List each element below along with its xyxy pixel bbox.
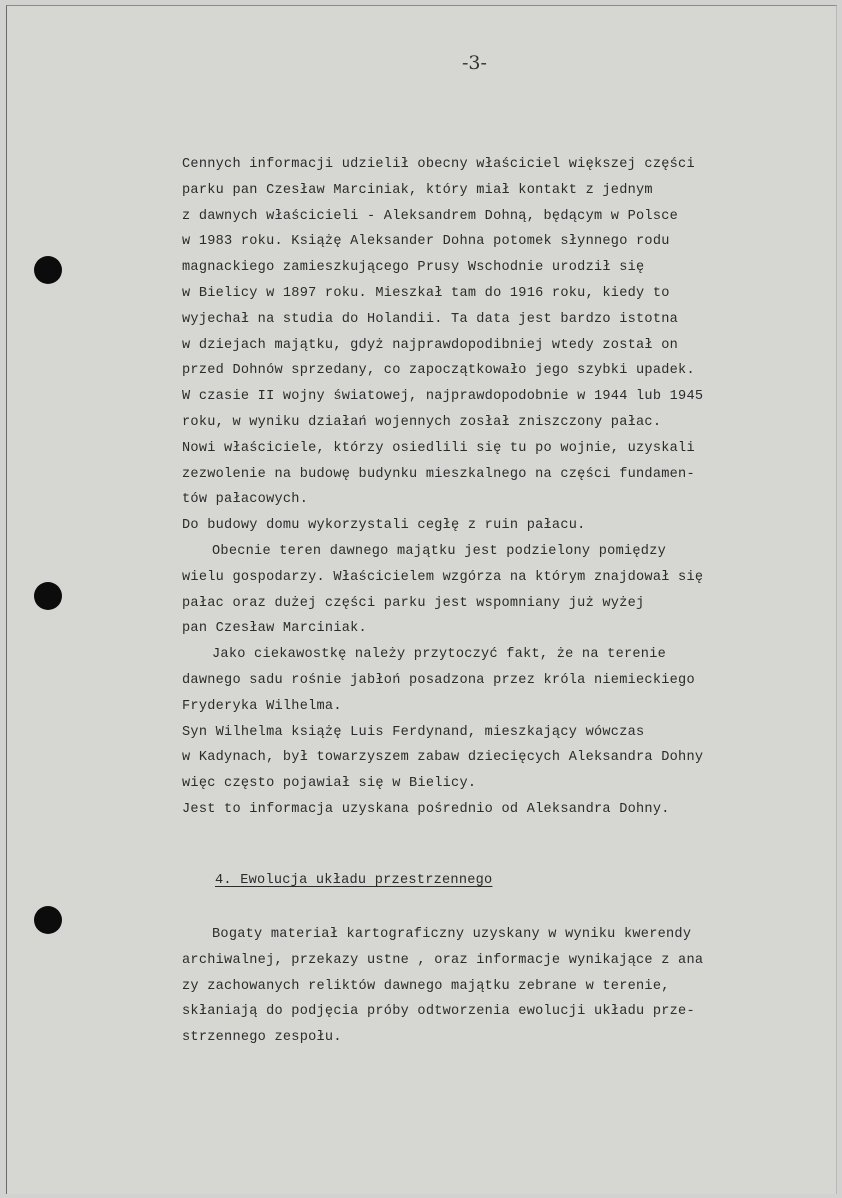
punch-hole-bottom [34,906,62,934]
text-line: W czasie II wojny światowej, najprawdopodobnie w 1944 lub 1945 [182,389,704,405]
text-line: dawnego sadu rośnie jabłoń posadzona przez króla niemieckiego [182,672,695,688]
text-line: Cennych informacji udzielił obecny właściciel większej części [182,157,695,172]
text-line: zezwolenie na budowę budynku mieszkalnego na części fundamen- [182,466,695,482]
punch-hole-middle [34,582,62,610]
text-line: więc często pojawiał się w Bielicy. [182,776,477,792]
text-line: magnackiego zamieszkującego Prusy Wschodnie urodził się [182,260,645,276]
body-text-section-3 [182,152,838,823]
page-number: -3- [462,52,487,74]
text-line: Bogaty materiał kartograficzny uzyskany w wyniku kwerendy [212,927,692,942]
text-line: Do budowy domu wykorzystali cegłę z ruin pałacu. [182,518,586,534]
text-line: Nowi właściciele, którzy osiedlili się tu po wojnie, uzyskali [182,440,695,456]
text-line: zy zachowanych reliktów dawnego majątku zebrane w terenie, [182,978,670,994]
text-line: wyjechał na studia do Holandii. Ta data jest bardzo istotna [182,311,679,327]
text-line: przed Dohnów sprzedany, co zapoczątkowało jego szybki upadek. [182,363,695,379]
text-line: w 1983 roku. Książę Aleksander Dohna potomek słynnego rodu [182,234,670,250]
text-line: tów pałacowych. [182,492,309,508]
text-line: Syn Wilhelma książę Luis Ferdynand, mieszkający wówczas [182,724,645,740]
text-line: Fryderyka Wilhelma. [182,698,342,714]
section-heading: 4. Ewolucja układu przestrzennego [215,873,493,888]
text-line: Obecnie teren dawnego majątku jest podzielony pomiędzy [212,543,667,559]
text-line: Jako ciekawostkę należy przytoczyć fakt, że na terenie [212,647,667,663]
text-line: wielu gospodarzy. Właścicielem wzgórza na którym znajdował się [182,569,704,585]
text-line: w dziejach majątku, gdyż najprawdopodibniej wtedy został on [182,337,679,353]
text-line: roku, w wyniku działań wojennych zosłał zniszczony pałac. [182,414,662,430]
text-line: skłaniają do podjęcia próby odtworzenia ewolucji układu prze- [182,1004,695,1020]
text-line: z dawnych właścicieli - Aleksandrem Dohną, będącym w Polsce [182,208,679,224]
punch-hole-top [34,256,62,284]
text-line: Jest to informacja uzyskana pośrednio od Aleksandra Dohny. [182,801,670,817]
text-line: w Kadynach, był towarzyszem zabaw dziecięcych Aleksandra Dohny [182,750,704,766]
text-line: pałac oraz dużej części parku jest wspomniany już wyżej [182,595,645,611]
text-line: w Bielicy w 1897 roku. Mieszkał tam do 1916 roku, kiedy to [182,285,670,301]
text-line: archiwalnej, przekazy ustne , oraz informacje wynikające z ana [182,952,704,968]
text-line: pan Czesław Marciniak. [182,621,367,637]
body-text-section-4 [182,922,838,1051]
text-line: strzennego zespołu. [182,1030,342,1046]
text-line: parku pan Czesław Marciniak, który miał kontakt z jednym [182,182,653,198]
